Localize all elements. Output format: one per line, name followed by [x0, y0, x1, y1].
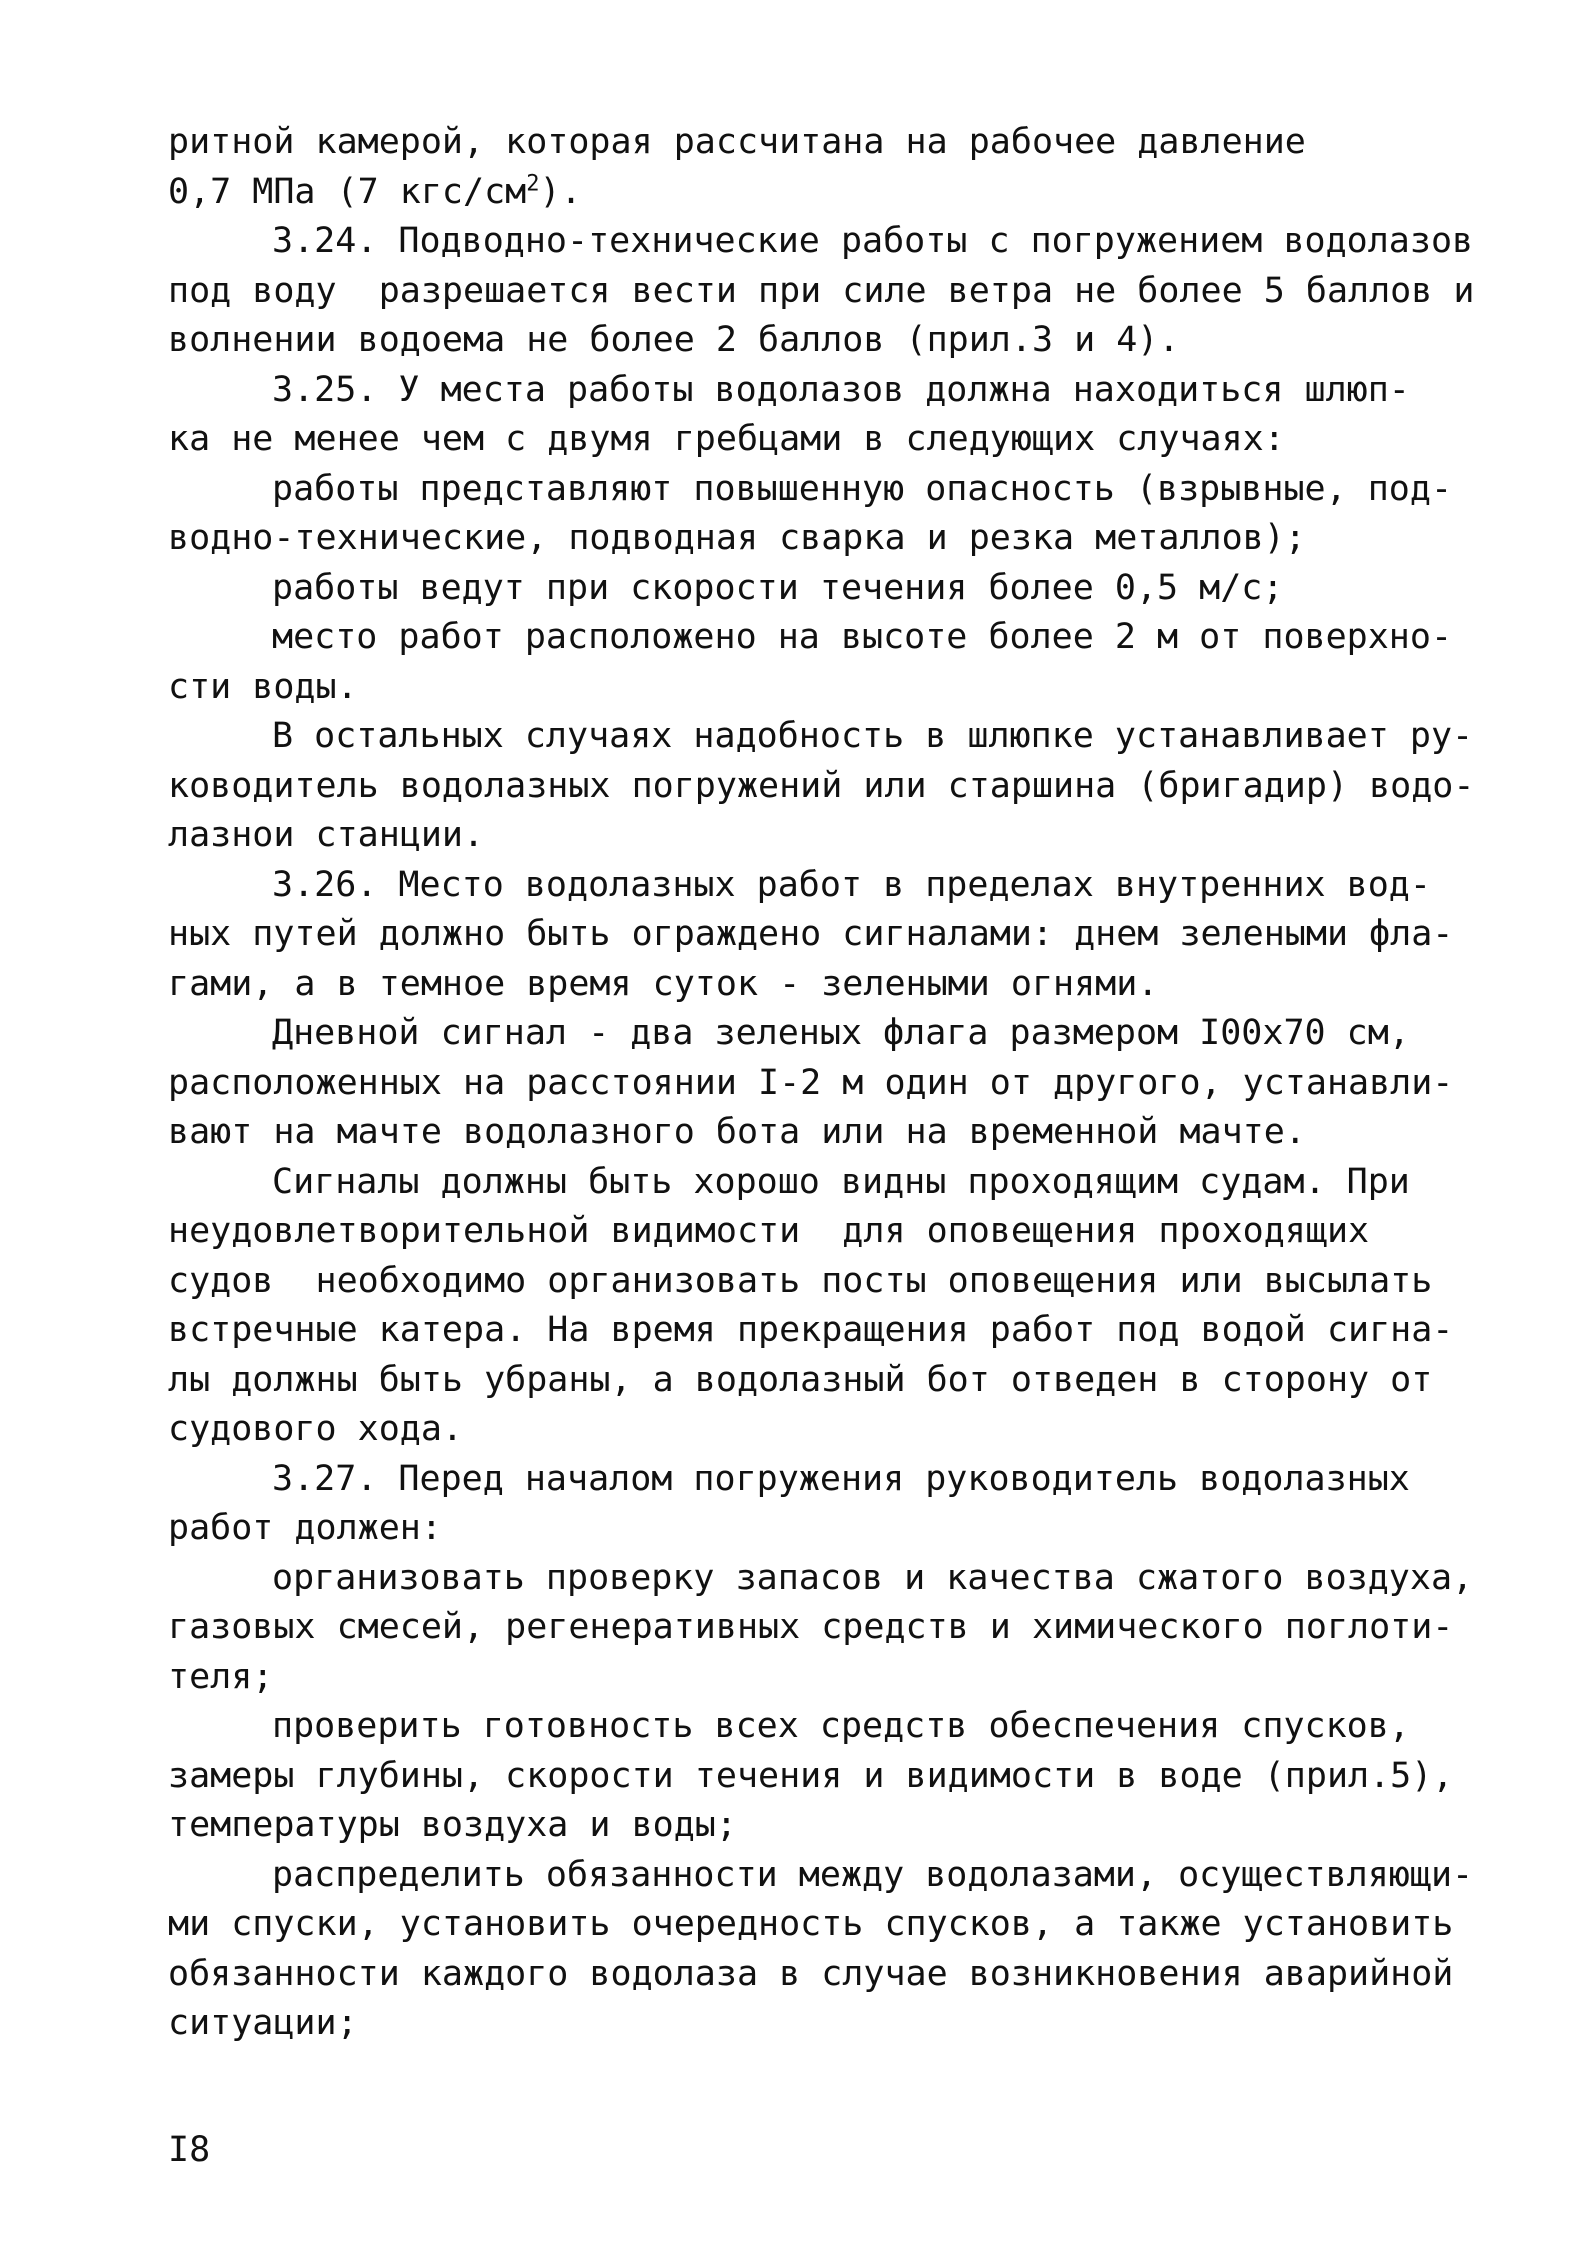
text-line — [168, 1752, 1468, 1802]
text-line — [168, 1504, 1468, 1554]
text-line-suffix: ). — [539, 171, 582, 212]
text-line — [168, 267, 1475, 317]
text-line-content: ритной камерой, которая рассчитана на рабочее давление — [168, 122, 1306, 162]
text-line-content: ных путей должно быть ограждено сигналами: днем зелеными фла- — [168, 914, 1454, 954]
document-body-text — [168, 118, 1475, 2049]
text-line — [168, 465, 1468, 515]
text-line — [168, 514, 1468, 564]
text-line-content: ми спуски, установить очередность спусков, а также установить — [168, 1904, 1454, 1944]
text-line-content: ка не менее чем с двумя гребцами в следующих случаях: — [168, 419, 1285, 459]
text-line — [168, 1999, 1468, 2049]
text-line — [168, 118, 1468, 168]
text-line-content: организовать проверку запасов и качества сжатого воздуха, — [272, 1557, 1474, 1598]
text-line — [168, 1801, 1468, 1851]
text-line — [168, 663, 1468, 713]
text-line-content: работ должен: — [168, 1508, 442, 1548]
text-line — [168, 1306, 1468, 1356]
text-line-content: место работ расположено на высоте более 2 м от поверхно- — [272, 617, 1453, 657]
text-line-content: газовых смесей, регенеративных средств и химического поглоти- — [168, 1607, 1454, 1647]
text-line — [168, 415, 1468, 465]
text-line — [168, 1158, 1468, 1208]
text-line-content: проверить готовность всех средств обеспечения спусков, — [272, 1706, 1410, 1746]
text-line — [168, 1603, 1468, 1653]
text-line-content: теля; — [168, 1656, 274, 1697]
text-line-content: обязанности каждого водолаза в случае возникновения аварийной — [168, 1953, 1454, 1994]
text-line-content: лы должны быть убраны, а водолазный бот отведен в сторону от — [168, 1359, 1433, 1400]
text-line-content: Сигналы должны быть хорошо видны проходящим судам. При — [272, 1161, 1410, 1202]
text-line-content: водно-технические, подводная сварка и резка металлов); — [168, 518, 1306, 558]
text-line-content: волнении водоема не более 2 баллов (прил.3 и 4). — [168, 320, 1180, 360]
text-line — [168, 1554, 1474, 1604]
text-line-content: ководитель водолазных погружений или старшина (бригадир) водо- — [168, 765, 1475, 806]
page-number: I8 — [168, 2130, 211, 2170]
text-line — [168, 762, 1475, 812]
text-line — [168, 1207, 1468, 1257]
text-line — [168, 712, 1474, 762]
text-line — [168, 366, 1468, 416]
text-line — [168, 217, 1474, 267]
text-line — [168, 1009, 1468, 1059]
text-line — [168, 1405, 1468, 1455]
text-line — [168, 910, 1468, 960]
text-line — [168, 564, 1468, 614]
text-line — [168, 1108, 1468, 1158]
text-line-content: неудовлетворительной видимости для оповещения проходящих — [168, 1211, 1370, 1251]
text-line — [168, 811, 1468, 861]
text-line — [168, 1851, 1474, 1901]
text-line — [168, 1455, 1468, 1505]
text-line-content: судового хода. — [168, 1409, 464, 1449]
text-line-content: 3.25. У места работы водолазов должна находиться шлюп- — [272, 369, 1410, 410]
text-line-content: 3.24. Подводно-технические работы с погружением водолазов — [272, 221, 1474, 261]
text-line-content: замеры глубины, скорости течения и видимости в воде (прил.5), — [168, 1755, 1454, 1796]
text-line-content: сти воды. — [168, 666, 358, 707]
text-line — [168, 1356, 1468, 1406]
text-line — [168, 1950, 1468, 2000]
text-line-content: температуры воздуха и воды; — [168, 1805, 737, 1845]
text-line — [168, 1059, 1468, 1109]
text-line — [168, 1900, 1468, 1950]
text-line-content: ситуации; — [168, 2003, 358, 2043]
text-line — [168, 1653, 1468, 1703]
text-line — [168, 168, 1468, 218]
text-line — [168, 1702, 1468, 1752]
text-line-content: под воду разрешается вести при силе ветра не более 5 баллов и — [168, 270, 1475, 311]
text-line-content: расположенных на расстоянии I-2 м один от другого, устанавли- — [168, 1062, 1454, 1103]
text-line-content: судов необходимо организовать посты оповещения или высылать — [168, 1260, 1433, 1301]
text-line-content: встречные катера. На время прекращения работ под водой сигна- — [168, 1310, 1454, 1350]
text-line — [168, 613, 1468, 663]
text-line-content: гами, а в темное время суток - зелеными огнями. — [168, 963, 1159, 1004]
text-line-content: распределить обязанности между водолазами, осуществляющи- — [272, 1854, 1474, 1895]
text-line-content: 3.27. Перед началом погружения руководитель водолазных — [272, 1458, 1410, 1499]
text-line — [168, 1257, 1468, 1307]
text-line-content: работы ведут при скорости течения более 0,5 м/с; — [272, 567, 1284, 608]
text-line-content: В остальных случаях надобность в шлюпке устанавливает ру- — [272, 716, 1474, 756]
text-line-content: вают на мачте водолазного бота или на временной мачте. — [168, 1112, 1306, 1152]
text-line — [168, 861, 1468, 911]
text-line-content: работы представляют повышенную опасность (взрывные, под- — [272, 468, 1453, 509]
text-line-content: Дневной сигнал - два зеленых флага размером I00x70 см, — [272, 1013, 1410, 1053]
text-line-content: 3.26. Место водолазных работ в пределах внутренних вод- — [272, 864, 1431, 905]
text-line — [168, 316, 1468, 366]
text-line — [168, 960, 1468, 1010]
text-line-content: 0,7 МПа (7 кгс/см — [168, 171, 527, 212]
superscript: 2 — [526, 170, 540, 196]
text-line-content: лазнои станции. — [168, 815, 485, 855]
